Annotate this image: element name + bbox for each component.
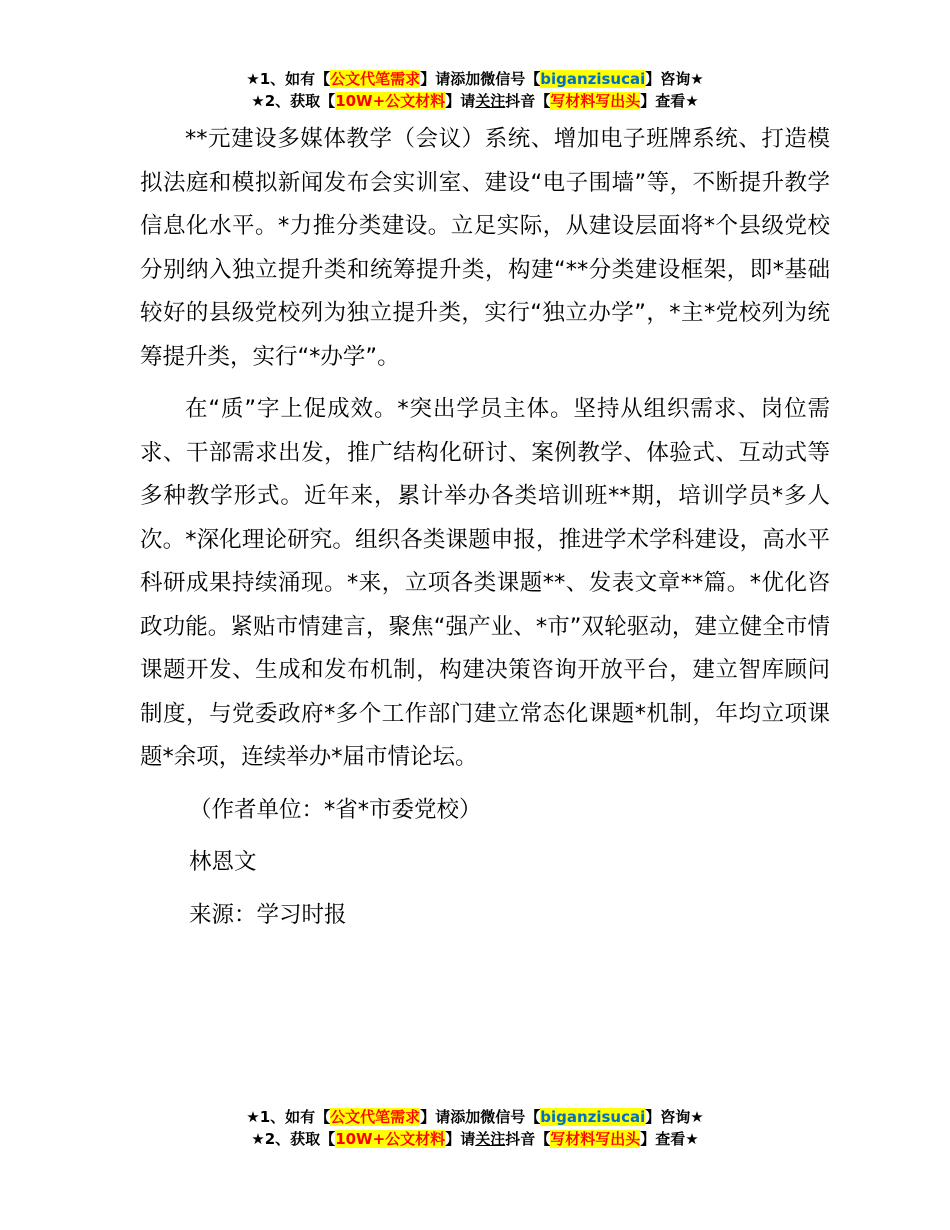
banner-highlight-wechat-id: biganzisucai: [540, 1108, 646, 1126]
banner-highlight-materials: 10W+公文材料: [335, 92, 446, 110]
banner-highlight-douyin: 写材料写出头: [550, 92, 641, 110]
header-banner: [0, 68, 950, 112]
banner-text: 】咨询★: [645, 70, 704, 88]
banner-underlined-text: 关注: [475, 92, 506, 110]
banner-highlight-wechat-id: biganzisucai: [540, 70, 646, 88]
author-name: 林恩文: [189, 849, 257, 875]
banner-text: 】查看★: [640, 1130, 699, 1148]
banner-line-1: [0, 1106, 950, 1128]
body-paragraph-2: 在“质”字上促成效。*突出学员主体。坚持从组织需求、岗位需求、干部需求出发，推广结构化研讨、案例教学、体验式、互动式等多种教学形式。近年来，累计举办各类培训班**期，培训学员*多人次。*深化理论研究。组织各类课题申报，推进学术学科建设，高水平科研成果持续涌现。*来，立项各类课题**、发表文章**篇。*优化咨政功能。紧贴市情建言，聚焦“强产业、*市”双轮驱动，建立健全市情课题开发、生成和发布机制，构建决策咨询开放平台，建立智库顾问制度，与党委政府*多个工作部门建立常态化课题*机制，年均立项课题*余项，连续举办*届市情论坛。: [140, 396, 830, 770]
banner-text: 】咨询★: [645, 1108, 704, 1126]
banner-highlight-douyin: 写材料写出头: [550, 1130, 641, 1148]
banner-text: ★2、获取【: [251, 92, 336, 110]
banner-line-1: [0, 68, 950, 90]
banner-highlight-ghostwriting: 公文代笔需求: [330, 1108, 421, 1126]
source-line: 来源：学习时报: [189, 901, 347, 928]
banner-text: 】请添加微信号【: [420, 70, 541, 88]
footer-banner: [0, 1106, 950, 1150]
body-paragraph-1: **元建设多媒体教学（会议）系统、增加电子班牌系统、打造模拟法庭和模拟新闻发布会实训室、建设“电子围墙”等，不断提升教学信息化水平。*力推分类建设。立足实际，从建设层面将*个县级党校分别纳入独立提升类和统筹提升类，构建“**分类建设框架，即*基础较好的县级党校列为独立提升类，实行“独立办学”，*主*党校列为统筹提升类，实行“*办学”。: [140, 126, 830, 370]
banner-text: 】请: [445, 1130, 476, 1148]
banner-line-2: [0, 1128, 950, 1150]
banner-highlight-ghostwriting: 公文代笔需求: [330, 70, 421, 88]
banner-text: 抖音【: [505, 92, 551, 110]
banner-text: ★1、如有【: [246, 70, 331, 88]
banner-text: 】查看★: [640, 92, 699, 110]
banner-underlined-text: 关注: [475, 1130, 506, 1148]
banner-text: ★2、获取【: [251, 1130, 336, 1148]
banner-line-2: [0, 90, 950, 112]
banner-text: 抖音【: [505, 1130, 551, 1148]
banner-text: 】请: [445, 92, 476, 110]
banner-text: ★1、如有【: [246, 1108, 331, 1126]
banner-text: 】请添加微信号【: [420, 1108, 541, 1126]
document-body: [140, 118, 830, 937]
banner-highlight-materials: 10W+公文材料: [335, 1130, 446, 1148]
author-unit: （作者单位：*省*市委党校）: [189, 796, 482, 823]
